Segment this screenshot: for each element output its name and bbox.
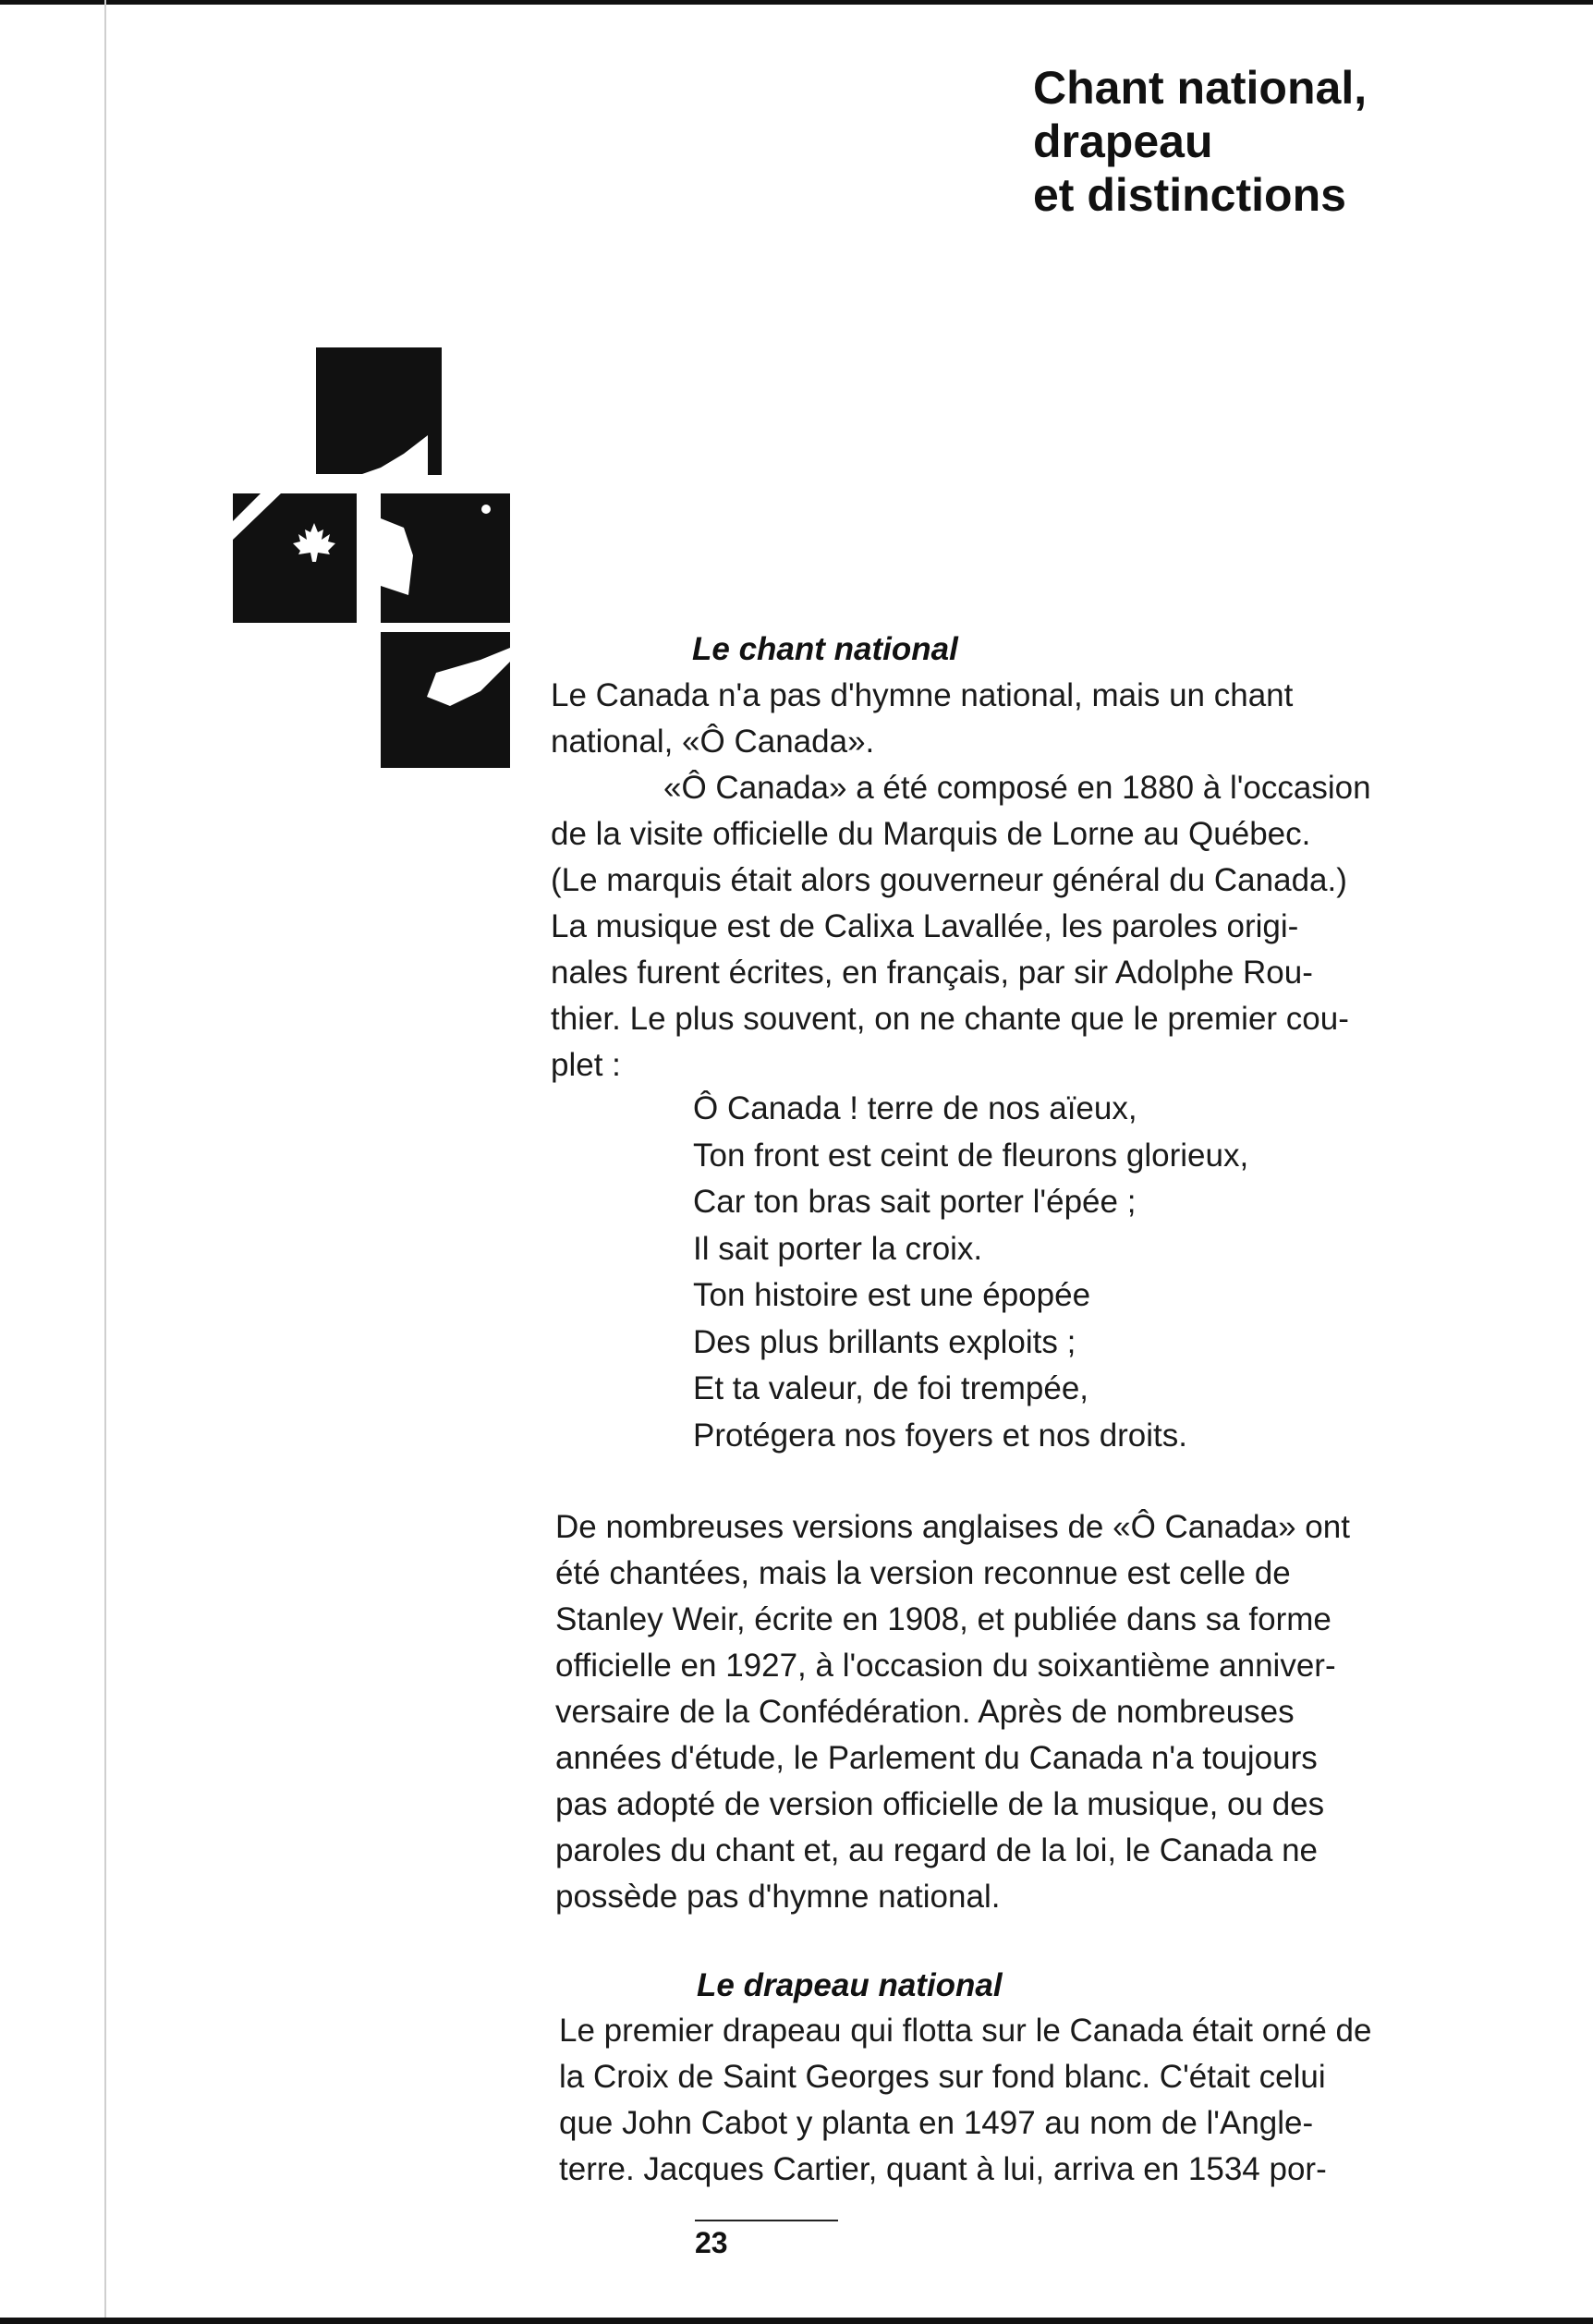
- section-heading-chant-national: Le chant national: [692, 631, 958, 667]
- text-line: paroles du chant et, au regard de la loi, le Canada ne: [555, 1832, 1319, 1868]
- text-line: Le premier drapeau qui flotta sur le Canada était orné de: [559, 2013, 1372, 2049]
- emblem-left-square: [233, 493, 357, 623]
- text-line: national, «Ô Canada».: [551, 724, 875, 760]
- anthem-verse: [693, 1086, 1248, 1459]
- text-line: années d'étude, le Parlement du Canada n'a toujours: [555, 1740, 1318, 1776]
- top-edge-rule: [0, 0, 1593, 5]
- verse-line: Ô Canada ! terre de nos aïeux,: [693, 1090, 1137, 1126]
- text-line: pas adopté de version officielle de la musique, ou des: [555, 1786, 1325, 1822]
- maple-leaf-music-note-emblem-icon: [233, 347, 510, 768]
- text-line: plet :: [551, 1047, 621, 1083]
- verse-line: Et ta valeur, de foi trempée,: [693, 1370, 1089, 1406]
- chant-intro-paragraph: [551, 673, 1502, 765]
- text-line: possède pas d'hymne national.: [555, 1879, 1001, 1915]
- emblem-bottom-square: [381, 632, 510, 768]
- text-line: versaire de la Confédération. Après de nombreuses: [555, 1694, 1295, 1730]
- text-line: Stanley Weir, écrite en 1908, et publiée dans sa forme: [555, 1601, 1332, 1637]
- text-line: de la visite officielle du Marquis de Lorne au Québec.: [551, 816, 1311, 852]
- page-number: 23: [695, 2226, 728, 2259]
- verse-line: Des plus brillants exploits ;: [693, 1323, 1076, 1360]
- emblem-note-dot: [481, 505, 491, 514]
- emblem-middle-square: [381, 493, 510, 623]
- verse-line: Il sait porter la croix.: [693, 1230, 983, 1267]
- text-line: officielle en 1927, à l'occasion du soixantième anniver-: [555, 1648, 1336, 1684]
- verse-line: Protégera nos foyers et nos droits.: [693, 1417, 1187, 1454]
- text-line: La musique est de Calixa Lavallée, les paroles origi-: [551, 908, 1299, 944]
- page-title: [1033, 61, 1367, 222]
- title-line: et distinctions: [1033, 169, 1346, 221]
- text-line: thier. Le plus souvent, on ne chante que le premier cou-: [551, 1001, 1349, 1037]
- text-line: «Ô Canada» a été composé en 1880 à l'occasion: [663, 770, 1371, 806]
- text-line: que John Cabot y planta en 1497 au nom de l'Angle-: [559, 2105, 1314, 2141]
- verse-line: Ton front est ceint de fleurons glorieux,: [693, 1137, 1249, 1174]
- text-line: De nombreuses versions anglaises de «Ô Canada» ont: [555, 1509, 1350, 1545]
- text-line: (Le marquis était alors gouverneur général du Canada.): [551, 862, 1347, 898]
- text-line: terre. Jacques Cartier, quant à lui, arriva en 1534 por-: [559, 2151, 1327, 2187]
- bottom-edge-rule: [0, 2318, 1593, 2324]
- binding-margin-line: [104, 0, 106, 2324]
- title-line: Chant national,: [1033, 62, 1368, 114]
- chant-history-paragraph: [551, 765, 1502, 1089]
- english-versions-paragraph: [555, 1504, 1507, 1920]
- verse-line: Car ton bras sait porter l'épée ;: [693, 1184, 1137, 1220]
- flag-paragraph: [559, 2008, 1511, 2193]
- title-line: drapeau: [1033, 116, 1213, 167]
- text-line: la Croix de Saint Georges sur fond blanc. C'était celui: [559, 2059, 1326, 2095]
- text-line: été chantées, mais la version reconnue est celle de: [555, 1555, 1291, 1591]
- verse-line: Ton histoire est une épopée: [693, 1277, 1091, 1313]
- text-line: Le Canada n'a pas d'hymne national, mais un chant: [551, 677, 1294, 713]
- section-heading-drapeau-national: Le drapeau national: [697, 1967, 1003, 2003]
- emblem-top-square: [316, 347, 442, 475]
- text-line: nales furent écrites, en français, par sir Adolphe Rou-: [551, 955, 1313, 991]
